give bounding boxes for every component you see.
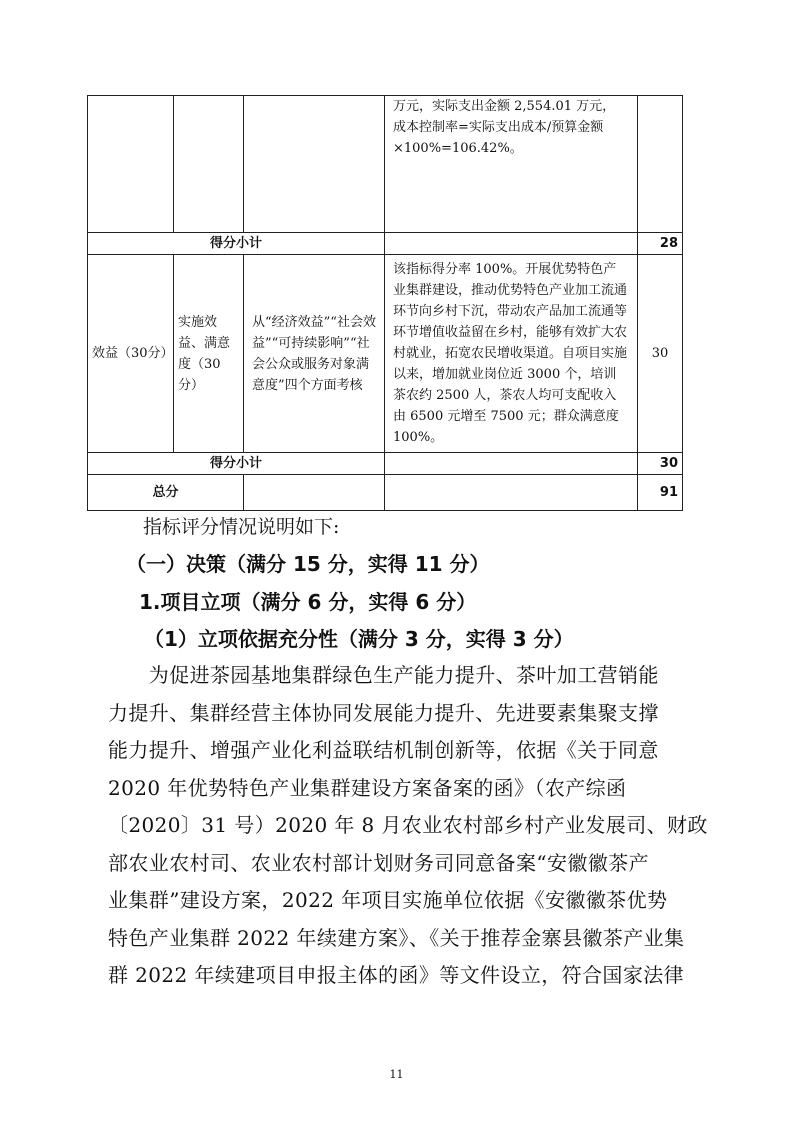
- table-row-benefit: [88, 255, 683, 453]
- paragraph-line: 业集群”建设方案，2022 年项目实施单位依据《安徽徽茶优势: [108, 888, 668, 912]
- paragraph-line: 〔2020〕31 号）2020 年 8 月农业农村部乡村产业发展司、财政: [108, 813, 708, 837]
- table-row-continued: [88, 96, 683, 233]
- body-paragraph: [108, 657, 708, 995]
- cell-empty: [385, 475, 638, 511]
- benefit-explanation: 该指标得分率 100%。开展优势特色产业集群建设，推动优势特色产业加工流通环节向乡村下沉，带动农产品加工流通等环节增值收益留在乡村，能够有效扩大农村就业，拓宽农民增收渠道。自项目实施以来，增加就业岗位近 3000 个，培训茶农约 2500 人，茶农人均可支配收入由 6500 元增至 7500 元；群众满意度 100%。: [385, 255, 638, 453]
- paragraph-line: 群 2022 年续建项目申报主体的函》等文件设立，符合国家法律: [108, 963, 685, 987]
- subtotal-score: 30: [638, 453, 683, 475]
- paragraph-line: 能力提升、增强产业化利益联结机制创新等，依据《关于同意: [108, 738, 659, 762]
- cell-empty: [385, 453, 638, 475]
- benefit-category: 效益（30分）: [88, 255, 174, 453]
- paragraph-line: 为促进茶园基地集群绿色生产能力提升、茶叶加工营销能: [108, 663, 659, 687]
- paragraph-line: 力提升、集群经营主体协同发展能力提升、先进要素集聚支撑: [108, 700, 659, 725]
- cell-empty: [88, 96, 174, 233]
- table-row-subtotal: [88, 453, 683, 475]
- subsection-heading: 1.项目立项（满分 6 分，实得 6 分）: [139, 590, 477, 614]
- intro-text: 指标评分情况说明如下:: [143, 516, 340, 538]
- cell-empty: [385, 233, 638, 255]
- benefit-criteria: 从“经济效益”“社会效益”“可持续影响”“社会公众或服务对象满意度”四个方面考核: [244, 255, 385, 453]
- total-score: 91: [638, 475, 683, 511]
- cell-explanation-continued: [385, 96, 638, 233]
- paragraph-line: 2020 年优势特色产业集群建设方案备案的函》（农产综函: [108, 775, 627, 800]
- table-row-subtotal: [88, 233, 683, 255]
- page-number: 11: [389, 1068, 404, 1081]
- paragraph-line: 部农业农村司、农业农村部计划财务司同意备案“安徽徽茶产: [108, 850, 650, 875]
- continued-line: 万元，实际支出金额 2,554.01 万元，: [393, 99, 616, 114]
- benefit-score: 30: [638, 255, 683, 453]
- cell-empty: [638, 96, 683, 233]
- subtotal-label: 得分小计: [88, 233, 385, 255]
- score-table: [87, 95, 683, 511]
- section-heading: （一）决策（满分 15 分，实得 11 分）: [126, 552, 490, 576]
- benefit-indicator: 实施效益、满意度（30分）: [174, 255, 244, 453]
- paragraph-line: 特色产业集群 2022 年续建方案》、《关于推荐金寨县徽茶产业集: [108, 925, 685, 950]
- subtotal-score: 28: [638, 233, 683, 255]
- cell-empty: [174, 96, 244, 233]
- item-heading: （1）立项依据充分性（满分 3 分，实得 3 分）: [144, 627, 574, 651]
- cell-empty: [244, 475, 385, 511]
- table-row-total: [88, 475, 683, 511]
- continued-line: ×100%=106.42%。: [393, 141, 523, 156]
- continued-line: 成本控制率=实际支出成本/预算金额: [393, 120, 604, 135]
- total-label: 总分: [88, 475, 244, 511]
- subtotal-label: 得分小计: [88, 453, 385, 475]
- cell-empty: [244, 96, 385, 233]
